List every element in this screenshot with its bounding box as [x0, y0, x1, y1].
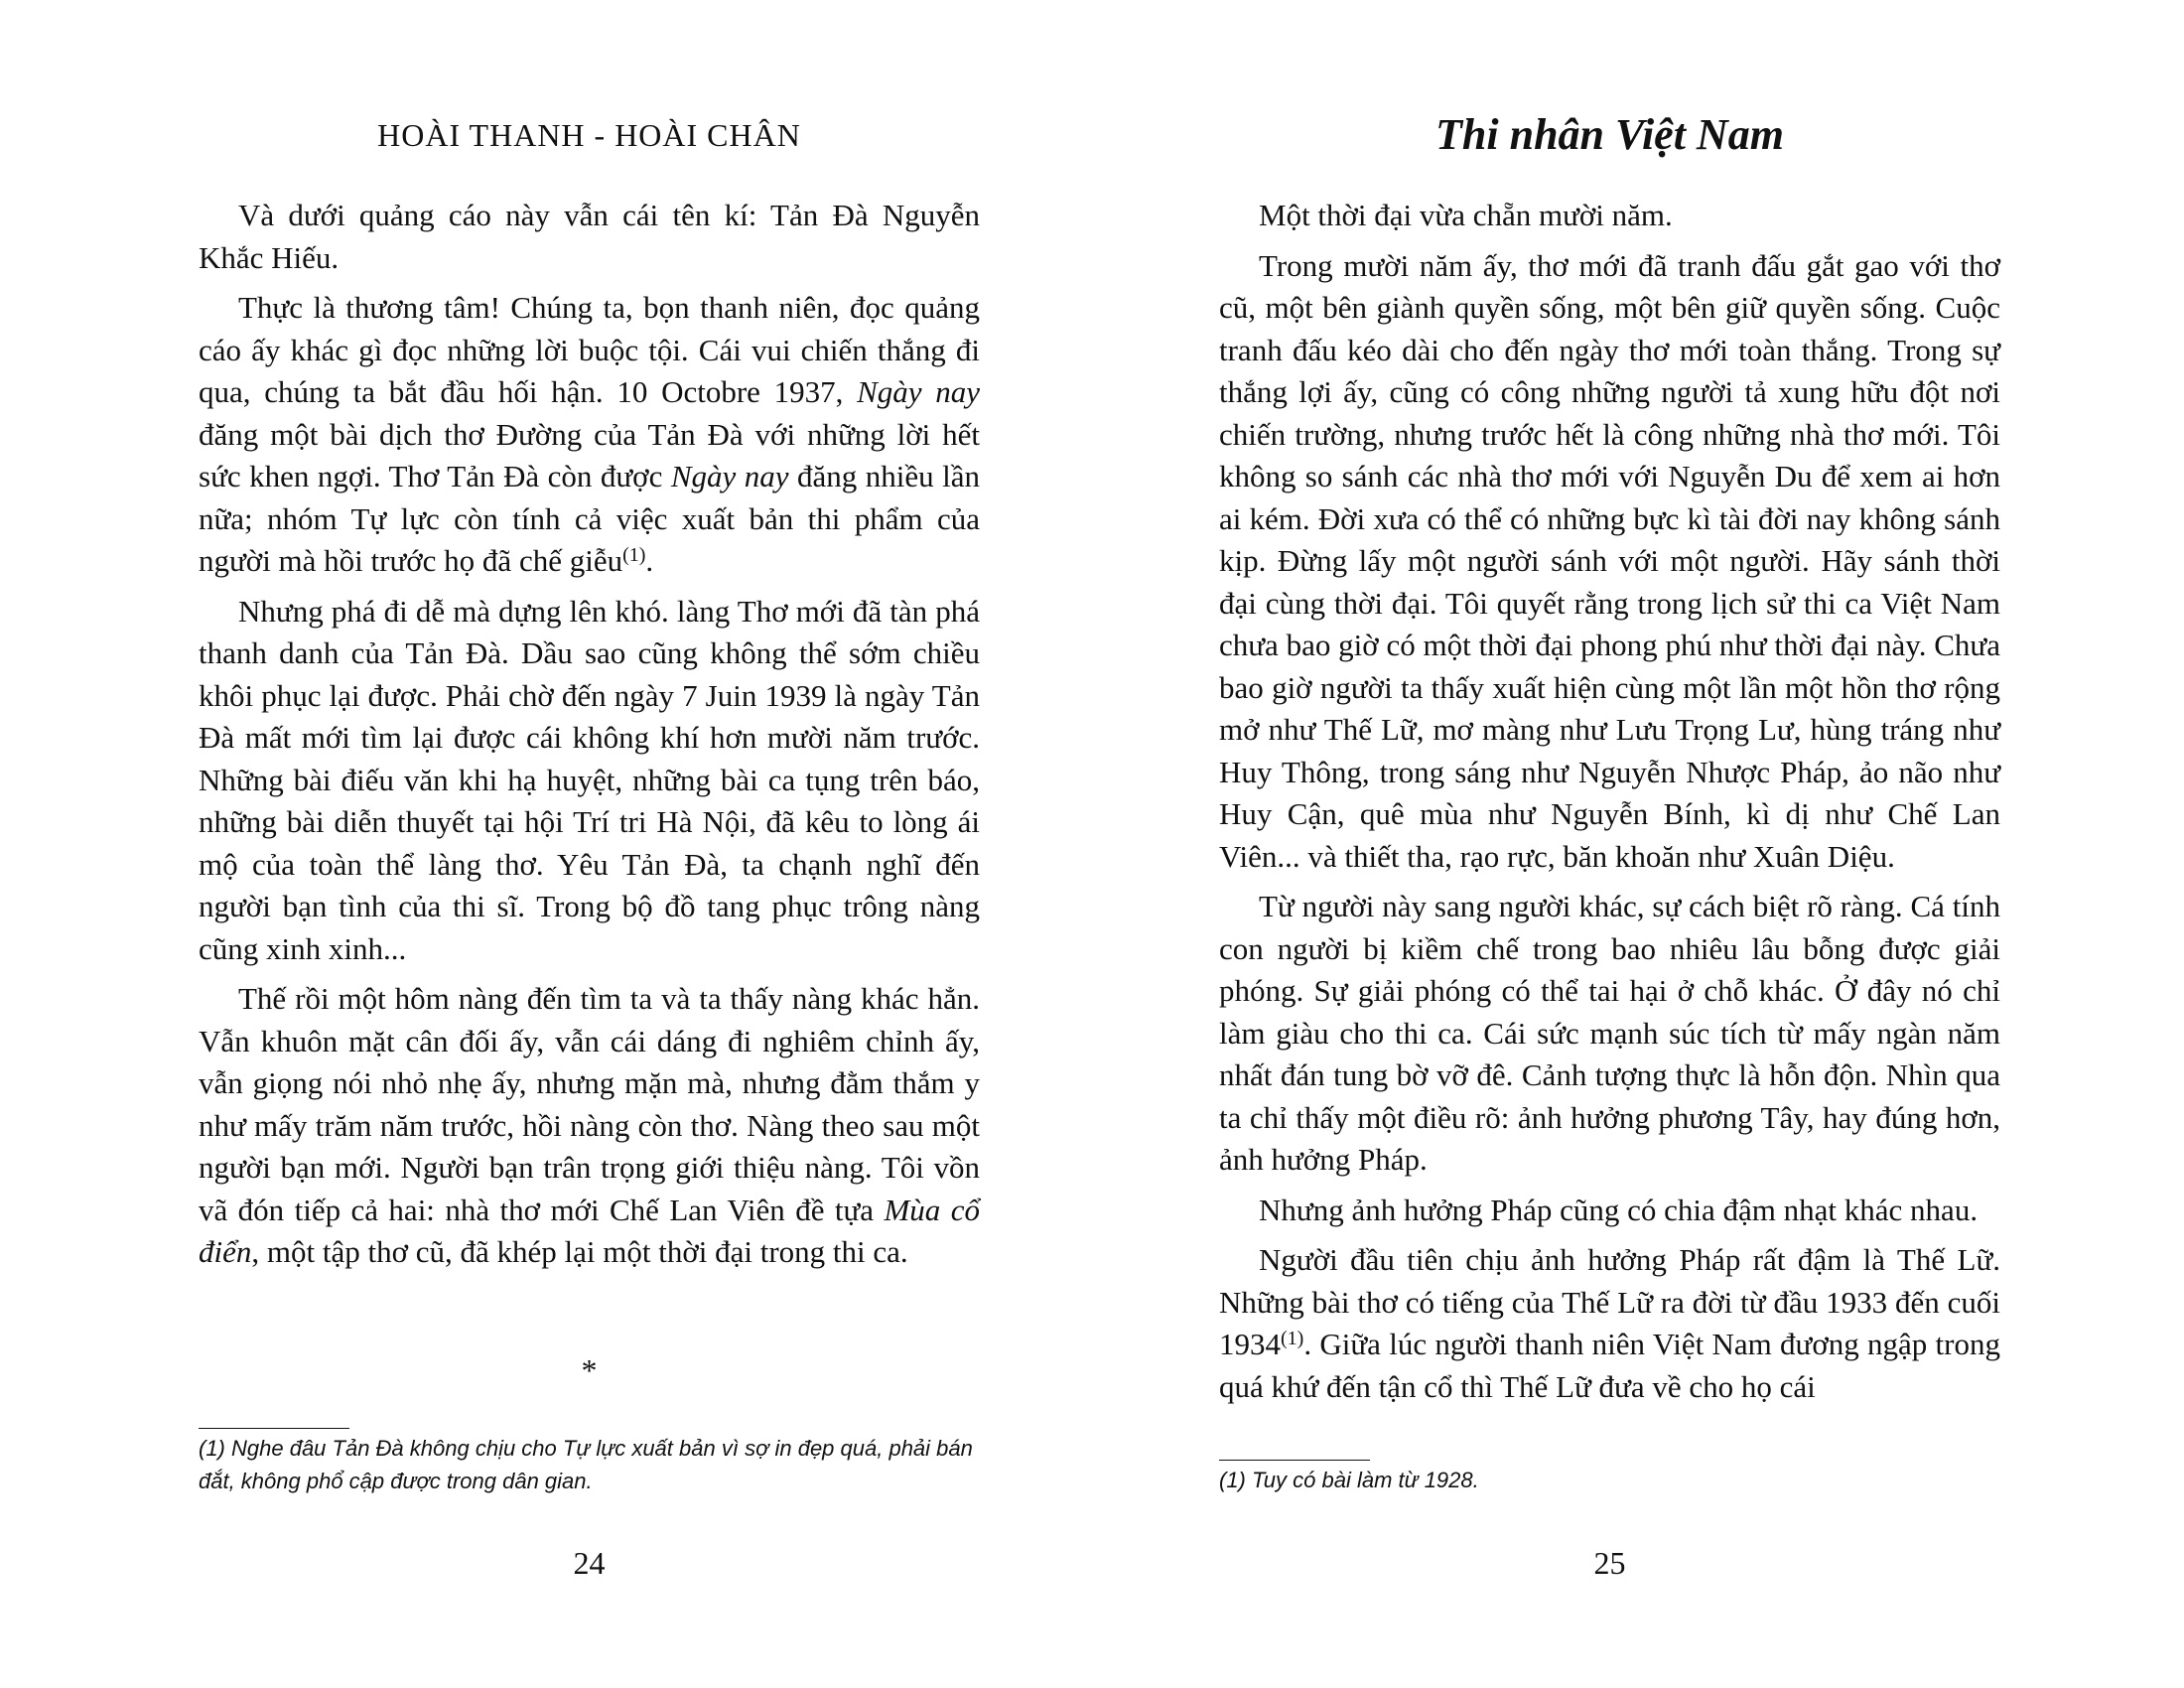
paragraph: Từ người này sang người khác, sự cách biệt rõ ràng. Cá tính con người bị kiềm chế trong bao nhiêu lâu bỗng được giải phóng. Sự giải phóng có thể tai hại ở chỗ khác. Ở đây nó chỉ làm giàu cho thi ca. Cái sức mạnh súc tích từ mấy ngàn năm nhất đán tung bờ vỡ đê. Cảnh tượng thực là hỗn độn. Nhìn qua ta chỉ thấy một điều rõ: ảnh hưởng phương Tây, hay đúng hơn, ảnh hưởng Pháp.: [1219, 889, 2000, 1177]
right-page: [1219, 0, 2000, 1688]
footnote: (1) Nghe đâu Tản Đà không chịu cho Tự lực xuất bản vì sợ in đẹp quá, phải bán đắt, không phổ cập được trong dân gian.: [199, 1436, 973, 1493]
left-page-body: [199, 195, 980, 1282]
left-page: [199, 0, 980, 1688]
paragraph: [199, 978, 980, 1274]
running-head-authors: HOÀI THANH - HOÀI CHÂN: [377, 117, 801, 153]
text-run: đăng một bài dịch thơ Đường của Tản Đà với những lời hết sức khen ngợi. Thơ Tản Đà còn được: [199, 416, 980, 493]
italic-title: Ngày nay: [857, 374, 980, 409]
paragraph: Một thời đại vừa chẵn mười năm.: [1259, 198, 1673, 232]
section-separator: *: [581, 1352, 598, 1388]
page-number: 24: [573, 1545, 606, 1581]
footnote-rule: [1219, 1460, 1370, 1461]
paragraph: Nhưng ảnh hưởng Pháp cũng có chia đậm nhạt khác nhau.: [1259, 1192, 1979, 1227]
right-page-body: [1219, 195, 2000, 1416]
text-run: , một tập thơ cũ, đã khép lại một thời đại trong thi ca.: [251, 1234, 908, 1269]
footnote-rule: [199, 1428, 349, 1429]
footnote-marker: (1): [1281, 1328, 1304, 1349]
footnote-marker: (1): [622, 544, 646, 566]
paragraph: Trong mười năm ấy, thơ mới đã tranh đấu gắt gao với thơ cũ, một bên giành quyền sống, một bên giữ quyền sống. Cuộc tranh đấu kéo dài cho đến ngày thơ mới toàn thắng. Trong sự thắng lợi ấy, cũng có công những người tả xung hữu đột nơi chiến trường, nhưng trước hết là công những nhà thơ mới. Tôi không so sánh các nhà thơ mới với Nguyễn Du để xem ai hơn ai kém. Đời xưa có thể có những bực kì tài đời nay không sánh kịp. Đừng lấy một người sánh với một người. Hãy sánh thời đại cùng thời đại. Tôi quyết rằng trong lịch sử thi ca Việt Nam chưa bao giờ có một thời đại phong phú như thời đại này. Chưa bao giờ người ta thấy xuất hiện cùng một lần một hồn thơ rộng mở như Thế Lữ, mơ màng như Lưu Trọng Lư, hùng tráng như Huy Thông, trong sáng như Nguyễn Nhược Pháp, ảo não như Huy Cận, quê mùa như Nguyễn Bính, kì dị như Chế Lan Viên... và thiết tha, rạo rực, băn khoăn như Xuân Diệu.: [1219, 247, 2000, 874]
footnote: (1) Tuy có bài làm từ 1928.: [1219, 1468, 1479, 1492]
text-run: Thực là thương tâm! Chúng ta, bọn thanh niên, đọc quảng cáo ấy khác gì đọc những lời buộc tội. Cái vui chiến thắng đi qua, chúng ta bắt đầu hối hận. 10 Octobre 1937,: [199, 290, 980, 409]
paragraph: Nhưng phá đi dễ mà dựng lên khó. làng Thơ mới đã tàn phá thanh danh của Tản Đà. Dầu sao cũng không thể sớm chiều khôi phục lại được. Phải chờ đến ngày 7 Juin 1939 là ngày Tản Đà mất mới tìm lại được cái không khí hơn mười năm trước. Những bài điếu văn khi hạ huyệt, những bài ca tụng trên báo, những bài diễn thuyết tại hội Trí tri Hà Nội, đã kêu to lòng ái mộ của toàn thể làng thơ. Yêu Tản Đà, ta chạnh nghĩ đến người bạn tình của thi sĩ. Trong bộ đồ tang phục trông nàng cũng xinh xinh...: [199, 593, 980, 966]
italic-title: Ngày nay: [670, 459, 789, 493]
italic-title: Mùa cổ điển: [199, 1192, 980, 1269]
paragraph: [1219, 1239, 2000, 1408]
text-run: đăng nhiều lần nữa; nhóm Tự lực còn tính cả việc xuất bản thi phẩm của người mà hồi trước họ đã chế giễu: [199, 459, 980, 578]
text-run: Người đầu tiên chịu ảnh hưởng Pháp rất đậm là Thế Lữ. Những bài thơ có tiếng của Thế Lữ ra đời từ đầu 1933 đến cuối 1934: [1219, 1242, 2000, 1361]
text-run: .: [645, 543, 654, 578]
page-number: 25: [1593, 1545, 1626, 1581]
paragraph: Và dưới quảng cáo này vẫn cái tên kí: Tản Đà Nguyễn Khắc Hiếu.: [199, 198, 980, 275]
text-run: . Giữa lúc người thanh niên Việt Nam đương ngập trong quá khứ đến tận cổ thì Thế Lữ đưa về cho họ cái: [1219, 1327, 2000, 1404]
paragraph: [199, 287, 980, 583]
text-run: Thế rồi một hôm nàng đến tìm ta và ta thấy nàng khác hẳn. Vẫn khuôn mặt cân đối ấy, vẫn cái dáng đi nghiêm chỉnh ấy, vẫn giọng nói nhỏ nhẹ ấy, nhưng mặn mà, nhưng đằm thắm y như mấy trăm năm trước, hồi nàng còn thơ. Nàng theo sau một người bạn mới. Người bạn trân trọng giới thiệu nàng. Tôi vồn vã đón tiếp cả hai: nhà thơ mới Chế Lan Viên đề tựa: [199, 981, 980, 1227]
running-head-title: Thi nhân Việt Nam: [1435, 110, 1784, 159]
